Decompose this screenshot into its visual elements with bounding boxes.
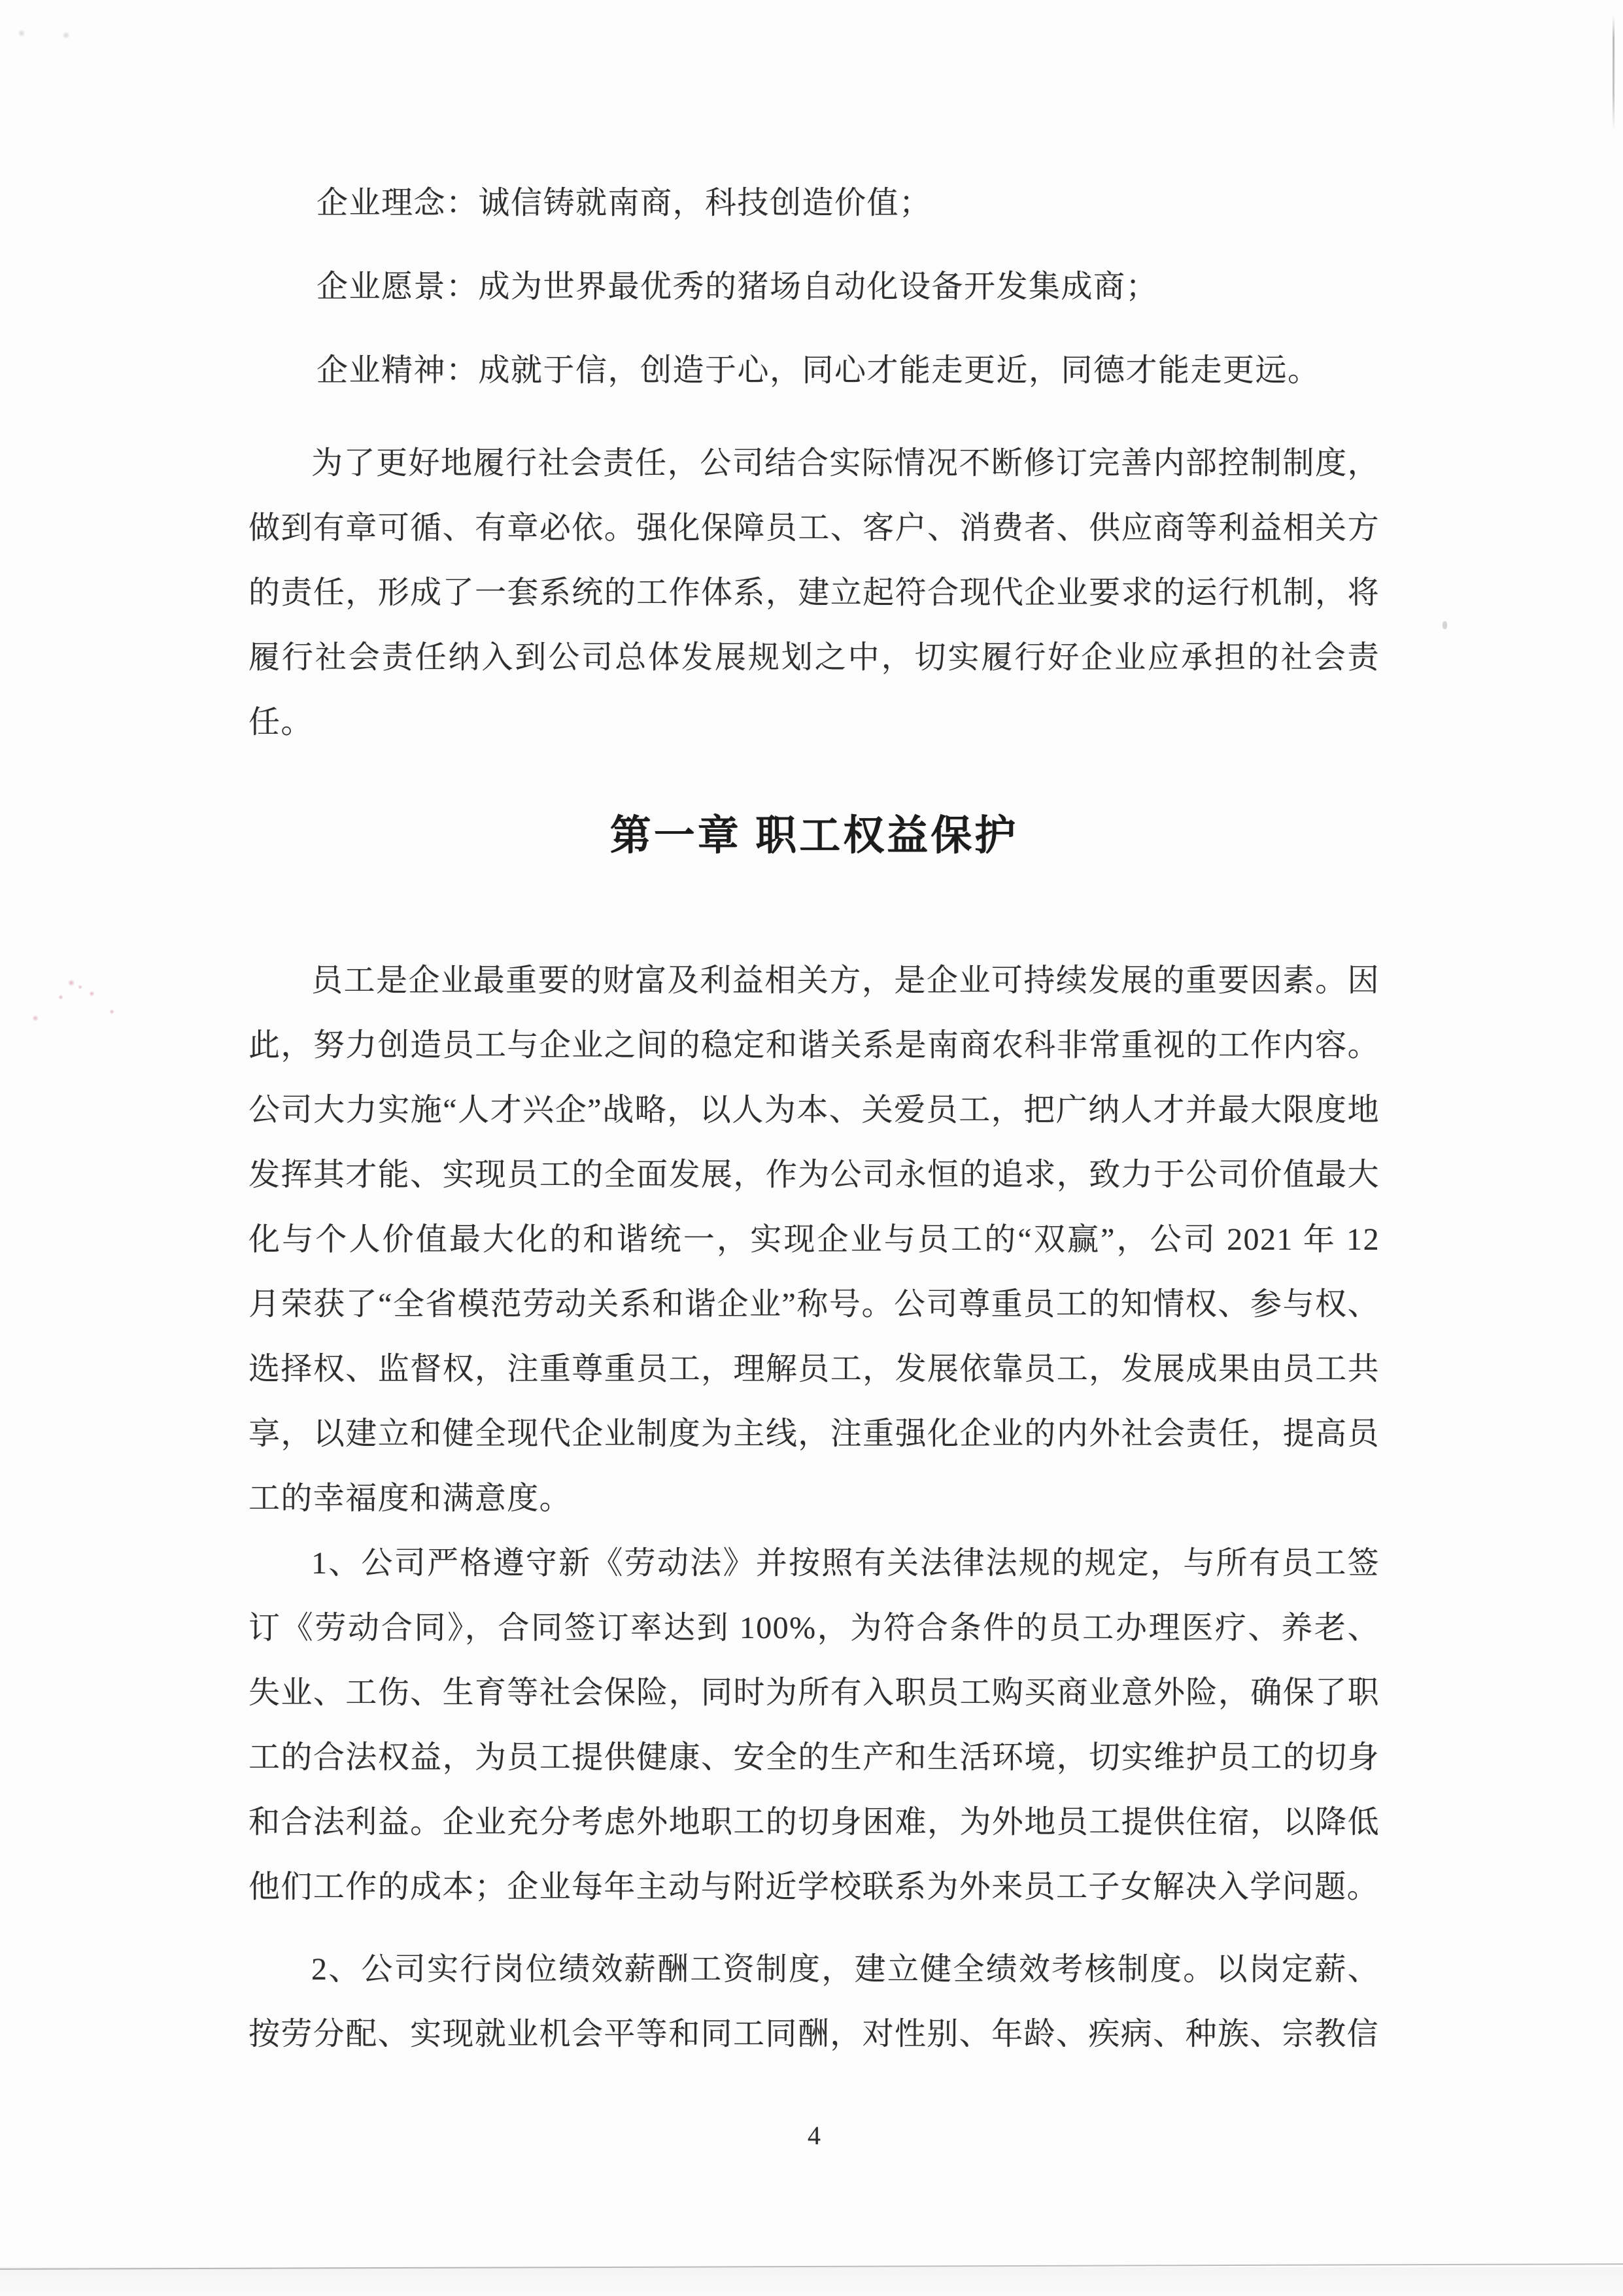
scan-artifact xyxy=(89,991,95,997)
motto-vision: 企业愿景：成为世界最优秀的猪场自动化设备开发集成商； xyxy=(316,269,1159,304)
employee-rights-paragraph: 员工是企业最重要的财富及利益相关方，是企业可持续发展的重要因素。因此，努力创造员工与企业之间的稳定和谐关系是南商农科非常重视的工作内容。公司大力实施“人才兴企”战略，以人为本、关爱员工，把广纳人才并最大限度地发挥其才能、实现员工的全面发展，作为公司永恒的追求，致力于公司价值最大化与个人价值最大化的和谐统一，实现企业与员工的“双赢”，公司 2021 年 12 月荣获了“全省模范劳动关系和谐企业”称号。公司尊重员工的知情权、参与权、选择权、监督权，注重尊重员工，理解员工，发展依靠员工，发展成果由员工共享，以建立和健全现代企业制度为主线，注重强化企业的内外社会责任，提高员工的幸福度和满意度。 xyxy=(248,963,1380,1516)
chapter-heading: 第一章 职工权益保护 xyxy=(609,813,1019,859)
scan-artifact xyxy=(109,1009,114,1014)
scan-edge-line xyxy=(1613,16,1614,130)
intro-paragraph: 为了更好地履行社会责任，公司结合实际情况不断修订完善内部控制制度，做到有章可循、有章必依。强化保障员工、客户、消费者、供应商等利益相关方的责任，形成了一套系统的工作体系，建立起符合现代企业要求的运行机制，将履行社会责任纳入到公司总体发展规划之中，切实履行好企业应承担的社会责任。 xyxy=(248,446,1380,740)
motto-spirit: 企业精神：成就于信，创造于心，同心才能走更近，同德才能走更远。 xyxy=(316,353,1320,388)
compensation-item: 2、公司实行岗位绩效薪酬工资制度，建立健全绩效考核制度。以岗定薪、按劳分配、实现就业机会平等和同工同酬，对性别、年龄、疾病、种族、宗教信 xyxy=(248,1952,1380,2051)
scan-artifact xyxy=(61,32,71,39)
scan-artifact xyxy=(18,29,26,37)
scan-artifact xyxy=(32,1015,39,1021)
scan-bottom-edge-line xyxy=(0,2263,1623,2270)
labor-contract-item: 1、公司严格遵守新《劳动法》并按照有关法律法规的规定，与所有员工签订《劳动合同》，合同签订率达到 100%，为符合条件的员工办理医疗、养老、失业、工伤、生育等社会保险，同时为所有入职员工购买商业意外险，确保了职工的合法权益，为员工提供健康、安全的生产和生活环境，切实维护员工的切身和合法利益。企业充分考虑外地职工的切身困难，为外地员工提供住宿，以降低他们工作的成本；企业每年主动与附近学校联系为外来员工子女解决入学问题。 xyxy=(248,1546,1380,1904)
scan-artifact xyxy=(1443,621,1447,629)
scan-artifact xyxy=(67,980,75,986)
scan-bottom-edge-shade xyxy=(0,2267,1623,2296)
scan-artifact xyxy=(78,985,82,989)
motto-block xyxy=(248,162,1380,413)
scan-artifact xyxy=(58,995,63,1000)
page-number: 4 xyxy=(808,2121,821,2150)
motto-philosophy: 企业理念：诚信铸就南商，科技创造价值； xyxy=(316,186,932,220)
